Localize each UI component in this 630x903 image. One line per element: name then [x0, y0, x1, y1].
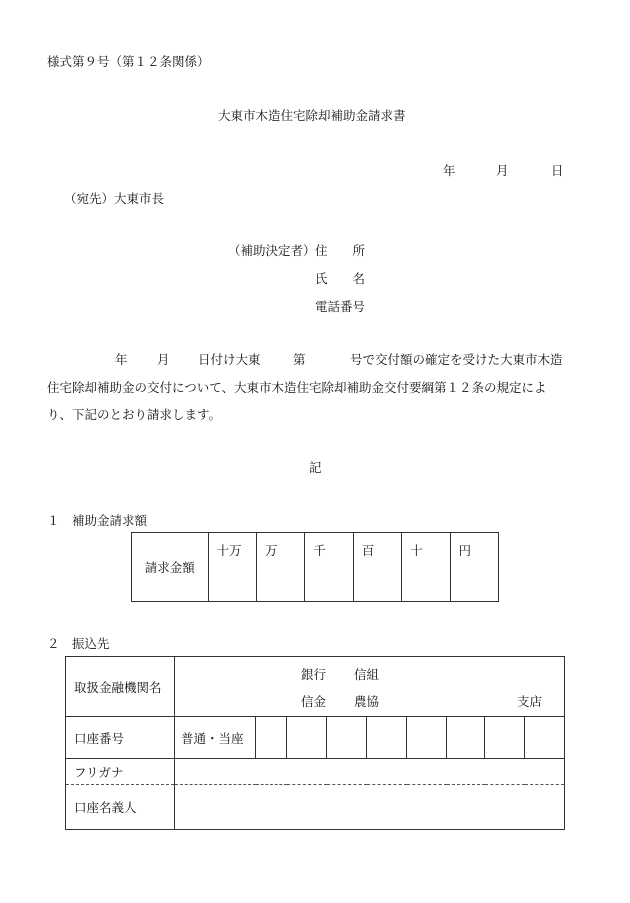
unit-label: 百 — [361, 543, 375, 558]
body-dai: 第 — [293, 352, 306, 367]
account-digit[interactable] — [367, 717, 407, 759]
institution-field[interactable] — [175, 657, 565, 717]
account-digit[interactable] — [407, 717, 447, 759]
account-digit[interactable] — [485, 717, 525, 759]
furigana-label: フリガナ — [66, 759, 175, 785]
holder-label: 口座名義人 — [66, 785, 175, 830]
account-digit[interactable] — [525, 717, 565, 759]
body-dated: 日付け大東 — [198, 352, 261, 367]
addressee: （宛先）大東市長 — [64, 191, 165, 206]
section1-heading: １ 補助金請求額 — [47, 513, 148, 528]
applicant-role-label: （補助決定者） — [228, 243, 316, 258]
account-digit[interactable] — [327, 717, 367, 759]
body-month: 月 — [157, 352, 170, 367]
bank-type-nokyo: 農協 — [354, 694, 380, 709]
form-number: 様式第９号（第１２条関係） — [47, 54, 210, 69]
date-day-label: 日 — [551, 163, 564, 178]
body-line2: 住宅除却補助金の交付について、大東市木造住宅除却補助金交付要綱第１２条の規定によ — [47, 380, 547, 395]
section2-heading: ２ 振込先 — [47, 636, 110, 651]
body-line3: り、下記のとおり請求します。 — [47, 407, 222, 422]
address-label: 住 所 — [315, 243, 366, 258]
furigana-field[interactable] — [175, 759, 565, 785]
amount-cell-yen[interactable] — [450, 533, 498, 602]
ki-heading: 記 — [309, 460, 322, 475]
date-year-label: 年 — [443, 163, 456, 178]
amount-cell-100[interactable] — [353, 533, 401, 602]
amount-table — [131, 532, 499, 602]
amount-cell-100k[interactable] — [208, 533, 256, 602]
institution-label: 取扱金融機関名 — [66, 657, 175, 717]
holder-field[interactable] — [175, 785, 565, 830]
amount-cell-10k[interactable] — [256, 533, 304, 602]
unit-label: 万 — [264, 543, 278, 558]
bank-type-shinkumi: 信組 — [354, 667, 380, 682]
bank-type-shinkin: 信金 — [301, 694, 327, 709]
phone-label: 電話番号 — [315, 299, 366, 314]
unit-label: 千 — [313, 543, 326, 558]
account-digit[interactable] — [287, 717, 327, 759]
account-number-label: 口座番号 — [66, 717, 175, 759]
account-digit[interactable] — [256, 717, 287, 759]
document-title: 大東市木造住宅除却補助金請求書 — [218, 108, 406, 123]
body-line1-rest: 号で交付額の確定を受けた大東市木造 — [350, 352, 563, 367]
account-digit[interactable] — [447, 717, 485, 759]
account-type[interactable]: 普通・当座 — [175, 717, 256, 759]
unit-label: 十 — [410, 543, 423, 558]
date-month-label: 月 — [496, 163, 509, 178]
bank-table — [65, 656, 565, 830]
amount-row-label: 請求金額 — [132, 533, 209, 602]
name-label: 氏 名 — [315, 271, 366, 286]
body-year: 年 — [115, 352, 128, 367]
amount-cell-10[interactable] — [402, 533, 450, 602]
amount-cell-1k[interactable] — [305, 533, 353, 602]
branch-label: 支店 — [517, 694, 543, 709]
bank-type-bank: 銀行 — [301, 667, 327, 682]
unit-label: 円 — [458, 543, 472, 558]
unit-label: 十万 — [216, 543, 242, 558]
